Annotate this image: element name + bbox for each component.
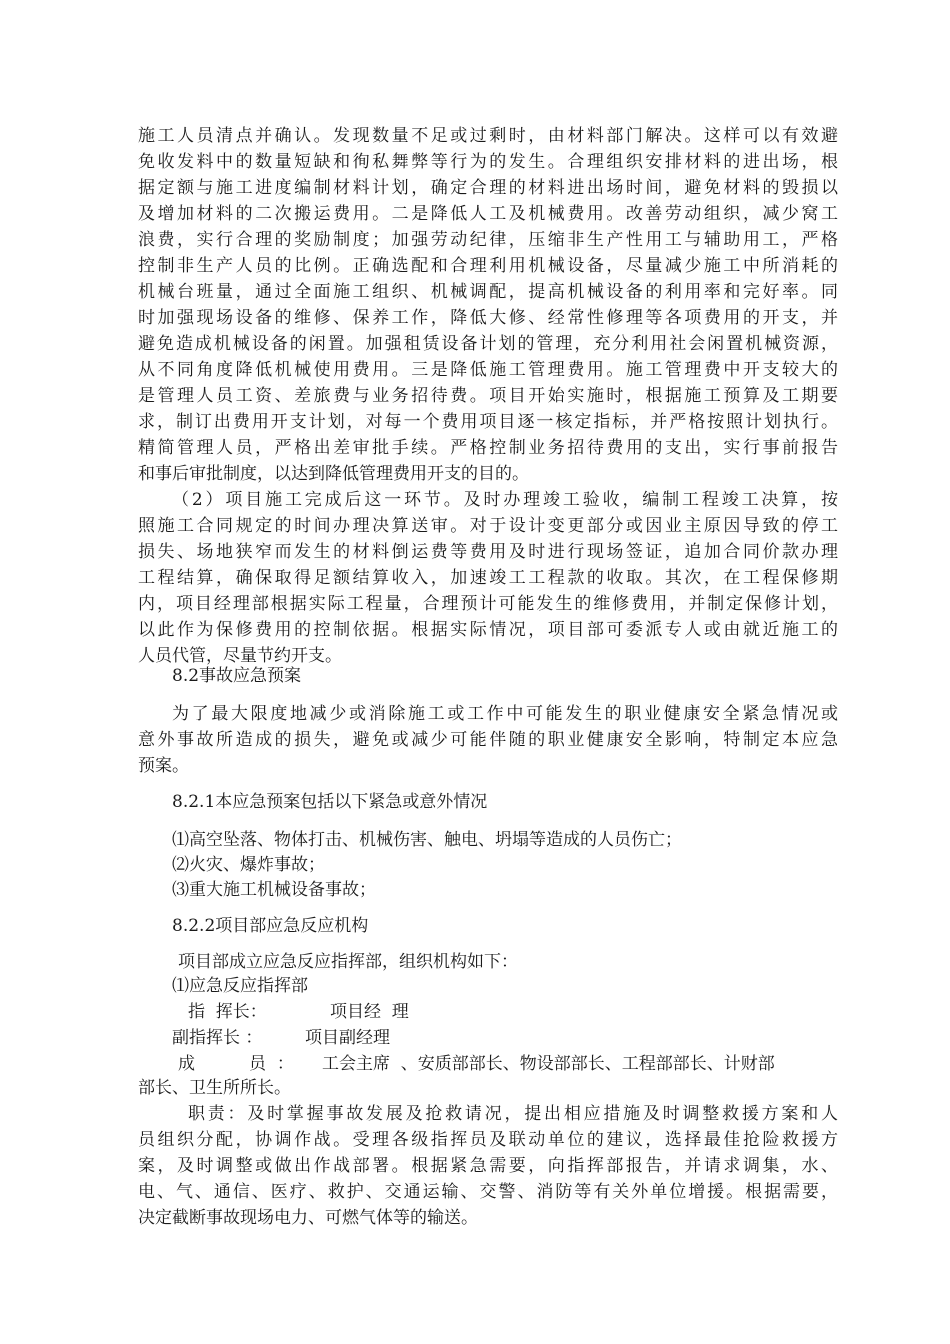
text-line: 以此作为保修费用的控制依据。根据实际情况，项目部可委派专人或由就近施工的	[138, 620, 838, 640]
section-heading-8-2: 8.2事故应急预案	[172, 666, 302, 686]
text-line: 为了最大限度地减少或消除施工或工作中可能发生的职业健康安全紧急情况或	[172, 704, 838, 724]
org-members-continued: 部长、卫生所所长。	[138, 1078, 291, 1098]
list-item: ⑶重大施工机械设备事故；	[172, 880, 376, 900]
org-members-value: 工会主席 、安质部部长、物设部部长、工程部部长、计财部	[322, 1054, 775, 1074]
text-line: 避免造成机械设备的闲置。加强租赁设备计划的管理，充分利用社会闲置机械资源，	[138, 334, 838, 354]
text-line: 损失、场地狭窄而发生的材料倒运费等费用及时进行现场签证，追加合同价款办理	[138, 542, 838, 562]
text-line: （2）项目施工完成后这一环节。及时办理竣工验收，编制工程竣工决算，按	[172, 490, 838, 510]
text-line: 案，及时调整或做出作战部署。根据紧急需要，向指挥部报告，并请求调集，水、	[138, 1156, 838, 1176]
text-line: 职责：及时掌握事故发展及抢救请况，提出相应措施及时调整救援方案和人	[188, 1104, 838, 1124]
section-heading-8-2-2: 8.2.2项目部应急反应机构	[172, 916, 369, 936]
text-line: 和事后审批制度，以达到降低管理费用开支的目的。	[138, 464, 529, 484]
text-line: 施工人员清点并确认。发现数量不足或过剩时，由材料部门解决。这样可以有效避	[138, 126, 838, 146]
org-deputy-label: 副指挥长 ：	[172, 1028, 263, 1048]
text-line: 是管理人员工资、差旅费与业务招待费。项目开始实施时，根据施工预算及工期要	[138, 386, 838, 406]
text-line: 从不同角度降低机械使用费用。三是降低施工管理费用。施工管理费中开支较大的	[138, 360, 838, 380]
org-commander-label: 指 挥长：	[188, 1002, 267, 1022]
text-line: 及增加材料的二次搬运费用。二是降低人工及机械费用。改善劳动组织，减少窝工	[138, 204, 838, 224]
text-line: 内，项目经理部根据实际工程量，合理预计可能发生的维修费用，并制定保修计划，	[138, 594, 838, 614]
text-line: 求，制订出费用开支计划，对每一个费用项目逐一核定指标，并严格按照计划执行。	[138, 412, 838, 432]
org-commander-value: 项目经 理	[330, 1002, 409, 1022]
text-line: 电、气、通信、医疗、救护、交通运输、交警、消防等有关外单位增援。根据需要，	[138, 1182, 838, 1202]
text-line: 浪费，实行合理的奖励制度；加强劳动纪律，压缩非生产性用工与辅助用工，严格	[138, 230, 838, 250]
list-item: ⑴高空坠落、物体打击、机械伤害、触电、坍塌等造成的人员伤亡；	[172, 830, 682, 850]
org-intro: 项目部成立应急反应指挥部，组织机构如下：	[178, 952, 518, 972]
text-line: 决定截断事故现场电力、可燃气体等的输送。	[138, 1208, 478, 1228]
text-line: 精简管理人员，严格出差审批手续。严格控制业务招待费用的支出，实行事前报告	[138, 438, 838, 458]
list-item: ⑵火灾、爆炸事故；	[172, 855, 325, 875]
org-members-label: 成 员 ：	[178, 1054, 294, 1074]
text-line: 预案。	[138, 756, 189, 776]
text-line: 人员代管，尽量节约开支。	[138, 646, 342, 666]
text-line: 时加强现场设备的维修、保养工作，降低大修、经常性修理等各项费用的开支，并	[138, 308, 838, 328]
org-deputy-value: 项目副经理	[305, 1028, 390, 1048]
text-line: 控制非生产人员的比例。正确选配和合理利用机械设备，尽量减少施工中所消耗的	[138, 256, 838, 276]
org-title: ⑴应急反应指挥部	[172, 976, 308, 996]
text-line: 工程结算，确保取得足额结算收入，加速竣工工程款的收取。其次，在工程保修期	[138, 568, 838, 588]
text-line: 照施工合同规定的时间办理决算送审。对于设计变更部分或因业主原因导致的停工	[138, 516, 838, 536]
text-line: 免收发料中的数量短缺和徇私舞弊等行为的发生。合理组织安排材料的进出场，根	[138, 152, 838, 172]
text-line: 机械台班量，通过全面施工组织、机械调配，提高机械设备的利用率和完好率。同	[138, 282, 838, 302]
text-line: 员组织分配，协调作战。受理各级指挥员及联动单位的建议，选择最佳抢险救援方	[138, 1130, 838, 1150]
text-line: 意外事故所造成的损失，避免或减少可能伴随的职业健康安全影响，特制定本应急	[138, 730, 838, 750]
text-line: 据定额与施工进度编制材料计划，确定合理的材料进出场时间，避免材料的毁损以	[138, 178, 838, 198]
section-heading-8-2-1: 8.2.1本应急预案包括以下紧急或意外情况	[172, 792, 488, 812]
